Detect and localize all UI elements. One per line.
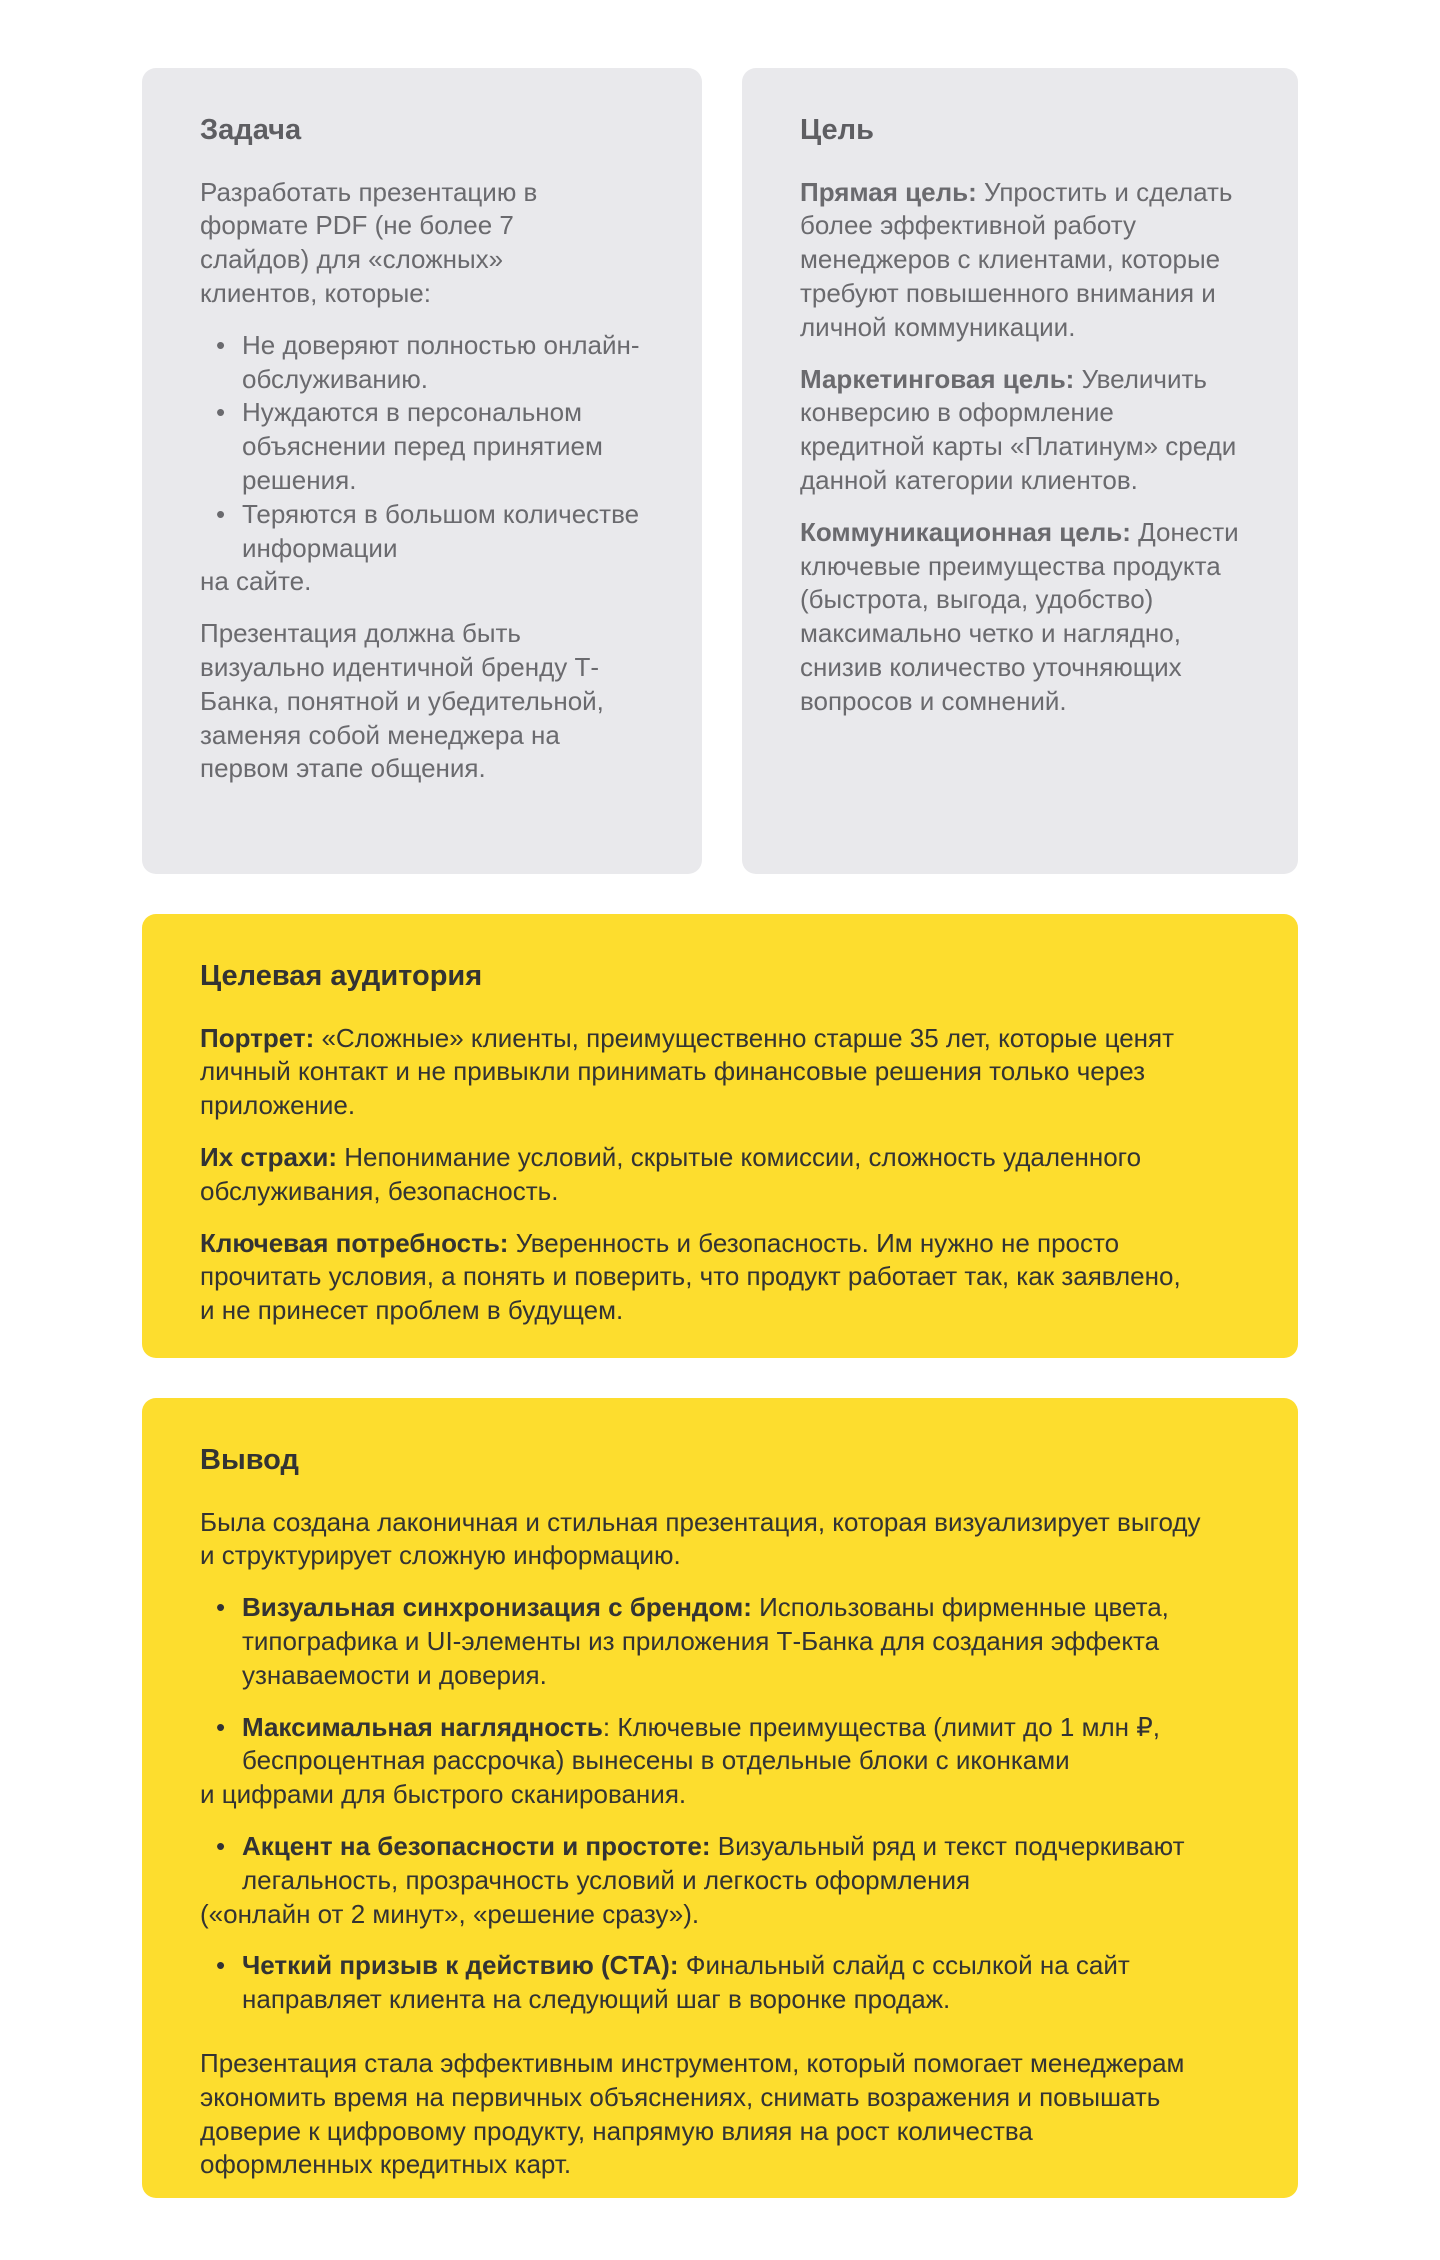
conclusion-bullet-list — [200, 1830, 1250, 1898]
conclusion-bullet-group — [200, 1591, 1240, 1692]
conclusion-bullet-group — [200, 1949, 1240, 2017]
task-outro: Презентация должна быть визуально идентичной бренду Т-Банка, понятной и убедительной, заменяя собой менеджера на первом этапе общения. — [200, 618, 604, 784]
goal-marketing-label: Маркетинговая цель: — [800, 363, 1075, 394]
audience-portrait — [200, 1022, 1240, 1123]
goal-marketing-text: Увеличить конверсию в оформление кредитной карты «Платинум» среди данной категории клиентов. — [800, 363, 1237, 496]
conclusion-card — [142, 1398, 1298, 2198]
conclusion-bullet-tail: («онлайн от 2 минут», «решение сразу»). — [200, 1898, 700, 1929]
conclusion-title: Вывод — [200, 1444, 299, 1476]
audience-need-text: Уверенность и безопасность. Им нужно не просто прочитать условия, а понять и поверить, что продукт работает так, как заявлено, и не принесет проблем в будущем. — [200, 1227, 1181, 1326]
task-title: Задача — [200, 114, 302, 146]
audience-card — [142, 914, 1298, 1358]
audience-portrait-text: «Сложные» клиенты, преимущественно старше 35 лет, которые ценят личный контакт и не привыкли принимать финансовые решения только через приложение. — [200, 1022, 1174, 1121]
goal-title: Цель — [800, 114, 874, 146]
conclusion-bullet-safety — [200, 1830, 1250, 1898]
goal-communication-label: Коммуникационная цель: — [800, 516, 1131, 547]
audience-fears — [200, 1141, 1240, 1209]
conclusion-bullet-clarity — [200, 1711, 1220, 1779]
conclusion-bullet-list — [200, 1711, 1220, 1779]
goal-marketing — [800, 363, 1240, 498]
task-bullet: • Теряются в большом количестве информации — [200, 498, 640, 566]
goal-communication-text: Донести ключевые преимущества продукта (быстрота, выгода, удобство) максимально четко и наглядно, снизив количество уточняющих вопросов и сомнений. — [800, 516, 1239, 716]
conclusion-bullet-group — [200, 1830, 1240, 1931]
conclusion-bullet-list — [200, 1591, 1240, 1692]
goal-direct-text: Упростить и сделать более эффективной работу менеджеров с клиентами, которые требуют повышенного внимания и личной коммуникации. — [800, 176, 1233, 342]
goal-direct — [800, 176, 1240, 345]
task-bullet-list — [200, 329, 640, 566]
audience-fears-text: Непонимание условий, скрытые комиссии, сложность удаленного обслуживания, безопасность. — [200, 1142, 1142, 1206]
conclusion-bullet-text: Финальный слайд с ссылкой на сайт направляет клиента на следующий шаг в воронке продаж. — [242, 1950, 1130, 2015]
conclusion-bullet-tail: и цифрами для быстрого сканирования. — [200, 1779, 687, 1810]
audience-portrait-label: Портрет: — [200, 1022, 315, 1053]
conclusion-bullet-label: Акцент на безопасности и простоте: — [242, 1831, 711, 1862]
task-bullet: • Не доверяют полностью онлайн-обслуживанию. — [200, 329, 640, 397]
conclusion-bullet-cta — [200, 1949, 1200, 2017]
audience-title: Целевая аудитория — [200, 960, 483, 992]
conclusion-bullet-list — [200, 1949, 1200, 2017]
conclusion-intro: Была создана лаконичная и стильная презентация, которая визуализирует выгоду и структурирует сложную информацию. — [200, 1506, 1201, 1571]
conclusion-bullet-group — [200, 1711, 1240, 1812]
goal-card — [742, 68, 1298, 874]
audience-need-label: Ключевая потребность: — [200, 1227, 509, 1258]
conclusion-bullet-label: Четкий призыв к действию (CTA): — [242, 1950, 679, 1981]
conclusion-bullet-label: Максимальная наглядность — [242, 1711, 603, 1742]
audience-need — [200, 1227, 1200, 1328]
conclusion-bullet-text: Использованы фирменные цвета, типографика и UI-элементы из приложения Т-Банка для создания эффекта узнаваемости и доверия. — [242, 1592, 1169, 1690]
task-bullet: • Нуждаются в персональном объяснении перед принятием решения. — [200, 396, 640, 497]
conclusion-bullet-brand — [200, 1591, 1240, 1692]
goal-communication — [800, 516, 1240, 719]
goal-direct-label: Прямая цель: — [800, 176, 977, 207]
task-bullets-tail: на сайте. — [200, 566, 312, 597]
conclusion-bullet-label: Визуальная синхронизация с брендом: — [242, 1592, 752, 1623]
audience-fears-label: Их страхи: — [200, 1142, 338, 1173]
conclusion-bullet-text: Визуальный ряд и текст подчеркивают легальность, прозрачность условий и легкость оформления — [242, 1831, 1185, 1895]
task-card — [142, 68, 702, 874]
conclusion-outro: Презентация стала эффективным инструментом, который помогает менеджерам экономить время на первичных объяснениях, снимать возражения и повышать доверие к цифровому продукту, напрямую влияя на рост количества оформленных кредитных карт. — [200, 2048, 1185, 2180]
task-intro: Разработать презентацию в формате PDF (не более 7 слайдов) для «сложных» клиентов, которые: — [200, 176, 538, 309]
conclusion-bullet-text: : Ключевые преимущества (лимит до 1 млн ₽, беспроцентная рассрочка) вынесены в отдельные блоки с иконками — [242, 1711, 1160, 1776]
